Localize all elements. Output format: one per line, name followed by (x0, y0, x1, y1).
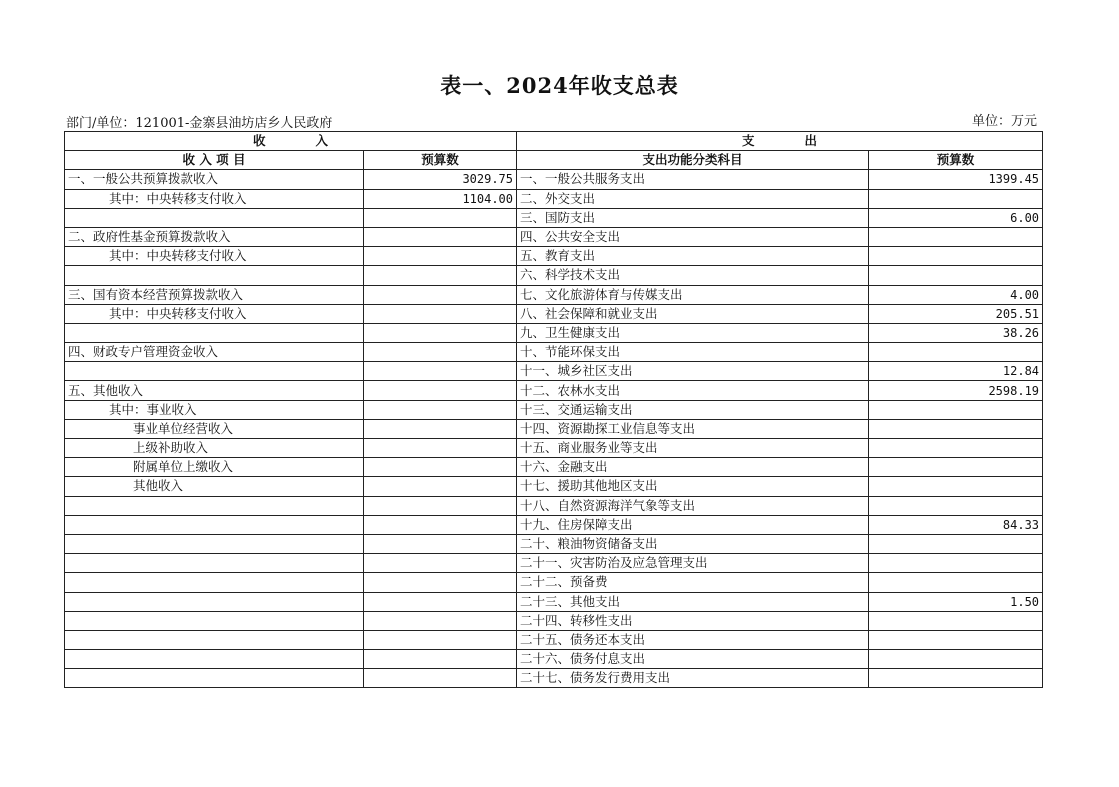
income-item-cell: 其中：中央转移支付收入 (65, 189, 364, 208)
expense-value-cell: 38.26 (869, 323, 1043, 342)
expense-item-cell: 十八、自然资源海洋气象等支出 (517, 496, 869, 515)
table-row (65, 554, 1043, 573)
income-value-cell (364, 247, 517, 266)
expense-value-cell: 12.84 (869, 362, 1043, 381)
table-row (65, 496, 1043, 515)
expense-value-cell (869, 554, 1043, 573)
expense-item-cell: 二十、粮油物资储备支出 (517, 534, 869, 553)
expense-value-cell (869, 573, 1043, 592)
expense-value-cell (869, 400, 1043, 419)
income-item-cell (65, 496, 364, 515)
department-label: 部门/单位：121001-金寨县油坊店乡人民政府 (66, 116, 333, 131)
income-item-cell (65, 534, 364, 553)
expense-value-cell: 84.33 (869, 515, 1043, 534)
expense-value-cell (869, 534, 1043, 553)
income-value-cell (364, 439, 517, 458)
expense-item-cell: 十、节能环保支出 (517, 343, 869, 362)
expense-item-header: 支出功能分类科目 (517, 151, 869, 170)
expense-item-cell: 十七、援助其他地区支出 (517, 477, 869, 496)
table-subheader-row (65, 151, 1043, 170)
expense-item-cell: 二十七、债务发行费用支出 (517, 669, 869, 688)
table-row (65, 381, 1043, 400)
income-item-cell (65, 554, 364, 573)
income-value-cell (364, 515, 517, 534)
expense-value-cell: 4.00 (869, 285, 1043, 304)
income-item-cell (65, 266, 364, 285)
income-value-cell (364, 285, 517, 304)
expense-item-cell: 十三、交通运输支出 (517, 400, 869, 419)
expense-item-cell: 一、一般公共服务支出 (517, 170, 869, 189)
table-header-row (65, 132, 1043, 151)
expense-item-cell: 四、公共安全支出 (517, 227, 869, 246)
expense-item-cell: 三、国防支出 (517, 208, 869, 227)
income-value-cell (364, 650, 517, 669)
income-item-cell: 其中：中央转移支付收入 (65, 247, 364, 266)
income-item-cell (65, 573, 364, 592)
expense-item-cell: 二十六、债务付息支出 (517, 650, 869, 669)
expense-item-cell: 六、科学技术支出 (517, 266, 869, 285)
income-value-cell (364, 400, 517, 419)
expense-value-cell (869, 266, 1043, 285)
expense-value-cell (869, 419, 1043, 438)
expense-item-cell: 七、文化旅游体育与传媒支出 (517, 285, 869, 304)
table-row (65, 650, 1043, 669)
expense-value-cell (869, 247, 1043, 266)
table-row (65, 247, 1043, 266)
expense-value-cell (869, 630, 1043, 649)
table-row (65, 458, 1043, 477)
table-row (65, 400, 1043, 419)
income-item-cell: 其中：事业收入 (65, 400, 364, 419)
income-item-cell: 一、一般公共预算拨款收入 (65, 170, 364, 189)
table-row (65, 343, 1043, 362)
table-row (65, 323, 1043, 342)
income-item-cell: 三、国有资本经营预算拨款收入 (65, 285, 364, 304)
table-row (65, 573, 1043, 592)
expense-value-cell (869, 611, 1043, 630)
expense-value-cell: 2598.19 (869, 381, 1043, 400)
table-row (65, 208, 1043, 227)
expense-header: 支 出 (517, 132, 1043, 151)
income-item-cell (65, 650, 364, 669)
expense-value-cell (869, 458, 1043, 477)
income-item-cell: 事业单位经营收入 (65, 419, 364, 438)
table-row (65, 630, 1043, 649)
expense-value-cell: 1399.45 (869, 170, 1043, 189)
income-item-cell (65, 515, 364, 534)
expense-item-cell: 二十四、转移性支出 (517, 611, 869, 630)
income-item-cell (65, 323, 364, 342)
income-value-cell (364, 362, 517, 381)
income-item-cell (65, 611, 364, 630)
income-item-cell (65, 362, 364, 381)
income-value-cell (364, 630, 517, 649)
income-item-cell: 四、财政专户管理资金收入 (65, 343, 364, 362)
income-item-cell: 其他收入 (65, 477, 364, 496)
income-item-cell (65, 630, 364, 649)
expense-value-cell: 205.51 (869, 304, 1043, 323)
table-row (65, 266, 1043, 285)
income-value-cell (364, 534, 517, 553)
expense-item-cell: 二十三、其他支出 (517, 592, 869, 611)
expense-value-cell (869, 496, 1043, 515)
income-value-cell (364, 208, 517, 227)
income-item-cell: 附属单位上缴收入 (65, 458, 364, 477)
expense-item-cell: 十六、金融支出 (517, 458, 869, 477)
income-value-cell (364, 343, 517, 362)
table-row (65, 227, 1043, 246)
income-value-cell (364, 458, 517, 477)
income-item-header: 收 入 项 目 (65, 151, 364, 170)
table-row (65, 419, 1043, 438)
income-item-cell: 二、政府性基金预算拨款收入 (65, 227, 364, 246)
expense-budget-header: 预算数 (869, 151, 1043, 170)
expense-item-cell: 五、教育支出 (517, 247, 869, 266)
table-row (65, 439, 1043, 458)
budget-summary-table (64, 131, 1043, 688)
income-value-cell (364, 592, 517, 611)
income-value-cell (364, 573, 517, 592)
income-value-cell (364, 496, 517, 515)
table-row (65, 534, 1043, 553)
table-row (65, 477, 1043, 496)
income-value-cell (364, 304, 517, 323)
expense-value-cell: 1.50 (869, 592, 1043, 611)
income-value-cell: 1104.00 (364, 189, 517, 208)
income-value-cell (364, 419, 517, 438)
income-header: 收 入 (65, 132, 517, 151)
expense-item-cell: 十二、农林水支出 (517, 381, 869, 400)
income-value-cell (364, 266, 517, 285)
income-item-cell: 其中：中央转移支付收入 (65, 304, 364, 323)
expense-value-cell (869, 669, 1043, 688)
income-item-cell (65, 669, 364, 688)
expense-item-cell: 十一、城乡社区支出 (517, 362, 869, 381)
table-row (65, 285, 1043, 304)
income-item-cell: 五、其他收入 (65, 381, 364, 400)
expense-value-cell (869, 189, 1043, 208)
income-value-cell (364, 669, 517, 688)
expense-value-cell (869, 343, 1043, 362)
income-item-cell: 上级补助收入 (65, 439, 364, 458)
expense-item-cell: 二十一、灾害防治及应急管理支出 (517, 554, 869, 573)
expense-item-cell: 十九、住房保障支出 (517, 515, 869, 534)
expense-item-cell: 二、外交支出 (517, 189, 869, 208)
expense-item-cell: 二十二、预备费 (517, 573, 869, 592)
income-value-cell (364, 554, 517, 573)
table-row (65, 170, 1043, 189)
expense-value-cell (869, 477, 1043, 496)
income-value-cell: 3029.75 (364, 170, 517, 189)
expense-item-cell: 十五、商业服务业等支出 (517, 439, 869, 458)
income-budget-header: 预算数 (364, 151, 517, 170)
income-value-cell (364, 227, 517, 246)
expense-item-cell: 二十五、债务还本支出 (517, 630, 869, 649)
income-item-cell (65, 592, 364, 611)
table-row (65, 304, 1043, 323)
page-title: 表一、2024年收支总表 (440, 73, 679, 98)
income-value-cell (364, 477, 517, 496)
table-row (65, 362, 1043, 381)
income-value-cell (364, 611, 517, 630)
table-row (65, 669, 1043, 688)
income-item-cell (65, 208, 364, 227)
table-row (65, 189, 1043, 208)
expense-value-cell (869, 227, 1043, 246)
unit-label: 单位：万元 (971, 114, 1037, 129)
table-row (65, 611, 1043, 630)
expense-item-cell: 九、卫生健康支出 (517, 323, 869, 342)
income-value-cell (364, 381, 517, 400)
expense-value-cell (869, 650, 1043, 669)
expense-item-cell: 八、社会保障和就业支出 (517, 304, 869, 323)
expense-item-cell: 十四、资源勘探工业信息等支出 (517, 419, 869, 438)
expense-value-cell (869, 439, 1043, 458)
expense-value-cell: 6.00 (869, 208, 1043, 227)
income-value-cell (364, 323, 517, 342)
table-row (65, 515, 1043, 534)
table-row (65, 592, 1043, 611)
